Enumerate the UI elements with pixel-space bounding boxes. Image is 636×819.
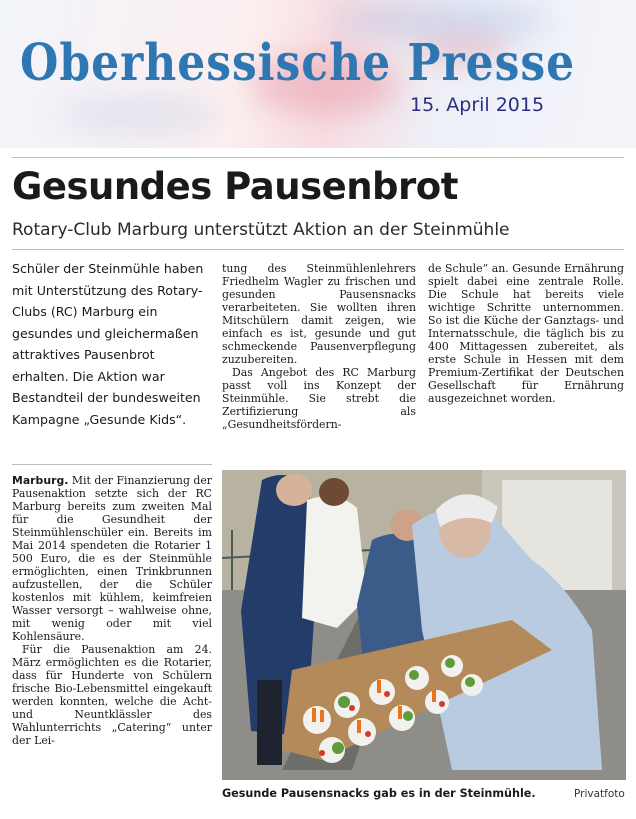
article-photo (222, 470, 626, 780)
photo-caption: Gesunde Pausensnacks gab es in der Steinmühle. (222, 787, 536, 800)
column-2 (222, 262, 416, 431)
top-rule (12, 157, 624, 158)
column-1-text-1: Mit der Finanzierung der Pausenaktion setzte sich der RC Marburg bereits zum zweiten Mal für die Gesundheit der Steinmühlenschüler ein. Bereits im Mai 2014 spendeten die Rotarier 1 500 Euro, die es der Steinmühle ermöglichten, einen Trinkbrunnen aufzustellen, der die Schüler kostenlos mit kühlem, keimfreien Wasser versorgt – wahlweise ohne, mit wenig oder mit viel Kohlensäure. (12, 474, 213, 643)
article-headline: Gesundes Pausenbrot (12, 165, 458, 208)
column-1-paragraph-1 (12, 474, 212, 643)
column-2-paragraph-1: tung des Steinmühlenlehrers Friedhelm Wagler zu frischen und gesunden Pausensnacks verarbeiteten. Sie wollten ihren Mitschülern damit zeigen, wie einfach es ist, gesunde und gut schmeckende Pausenverpflegung zuzubereiten. (222, 262, 416, 366)
masthead (0, 0, 636, 148)
photo-credit: Privatfoto (574, 788, 625, 800)
article-subheadline: Rotary-Club Marburg unterstützt Aktion an der Steinmühle (12, 220, 510, 240)
publication-date: 15. April 2015 (410, 94, 545, 116)
column-3 (428, 262, 624, 405)
column-2-paragraph-2: Das Angebot des RC Marburg passt voll ins Konzept der Steinmühle. Sie strebt die Zertifizierung als „Gesundheitsfördern- (222, 366, 416, 431)
column-3-paragraph-1: de Schule“ an. Gesunde Ernährung spielt dabei eine zentrale Rolle. Die Schule hat bereits viele wichtige Schritte unternommen. So ist die Küche der Ganztags- und Internatsschule, die täglich bis zu 400 Mittagessen zubereitet, als erste Schule in Hessen mit dem Premium-Zertifikat der Deutschen Gesellschaft für Ernährung ausgezeichnet worden. (428, 262, 624, 405)
dateline: Marburg. (12, 474, 69, 487)
lead-rule (12, 464, 212, 465)
column-1 (12, 474, 212, 747)
column-1-paragraph-2: Für die Pausenaktion am 24. März ermöglichten es die Rotarier, dass für Hunderte von Schülern frische Bio-Lebensmittel eingekauft werden konnten, welche die Acht- und Neuntklässler des Wahlunterrichts „Catering“ unter der Lei- (12, 643, 212, 747)
masthead-background-shape (60, 95, 220, 135)
subhead-rule (12, 249, 624, 250)
newspaper-name: Oberhessische Presse (20, 34, 576, 93)
article-lead: Schüler der Steinmühle haben mit Unterstützung des Rotary-Clubs (RC) Marburg ein gesundes und gleichermaßen attraktives Pausenbrot erhalten. Die Aktion war Bestandteil der bundesweiten Kampagne „Gesunde Kids“. (12, 261, 204, 427)
photo-illustration (222, 470, 626, 780)
